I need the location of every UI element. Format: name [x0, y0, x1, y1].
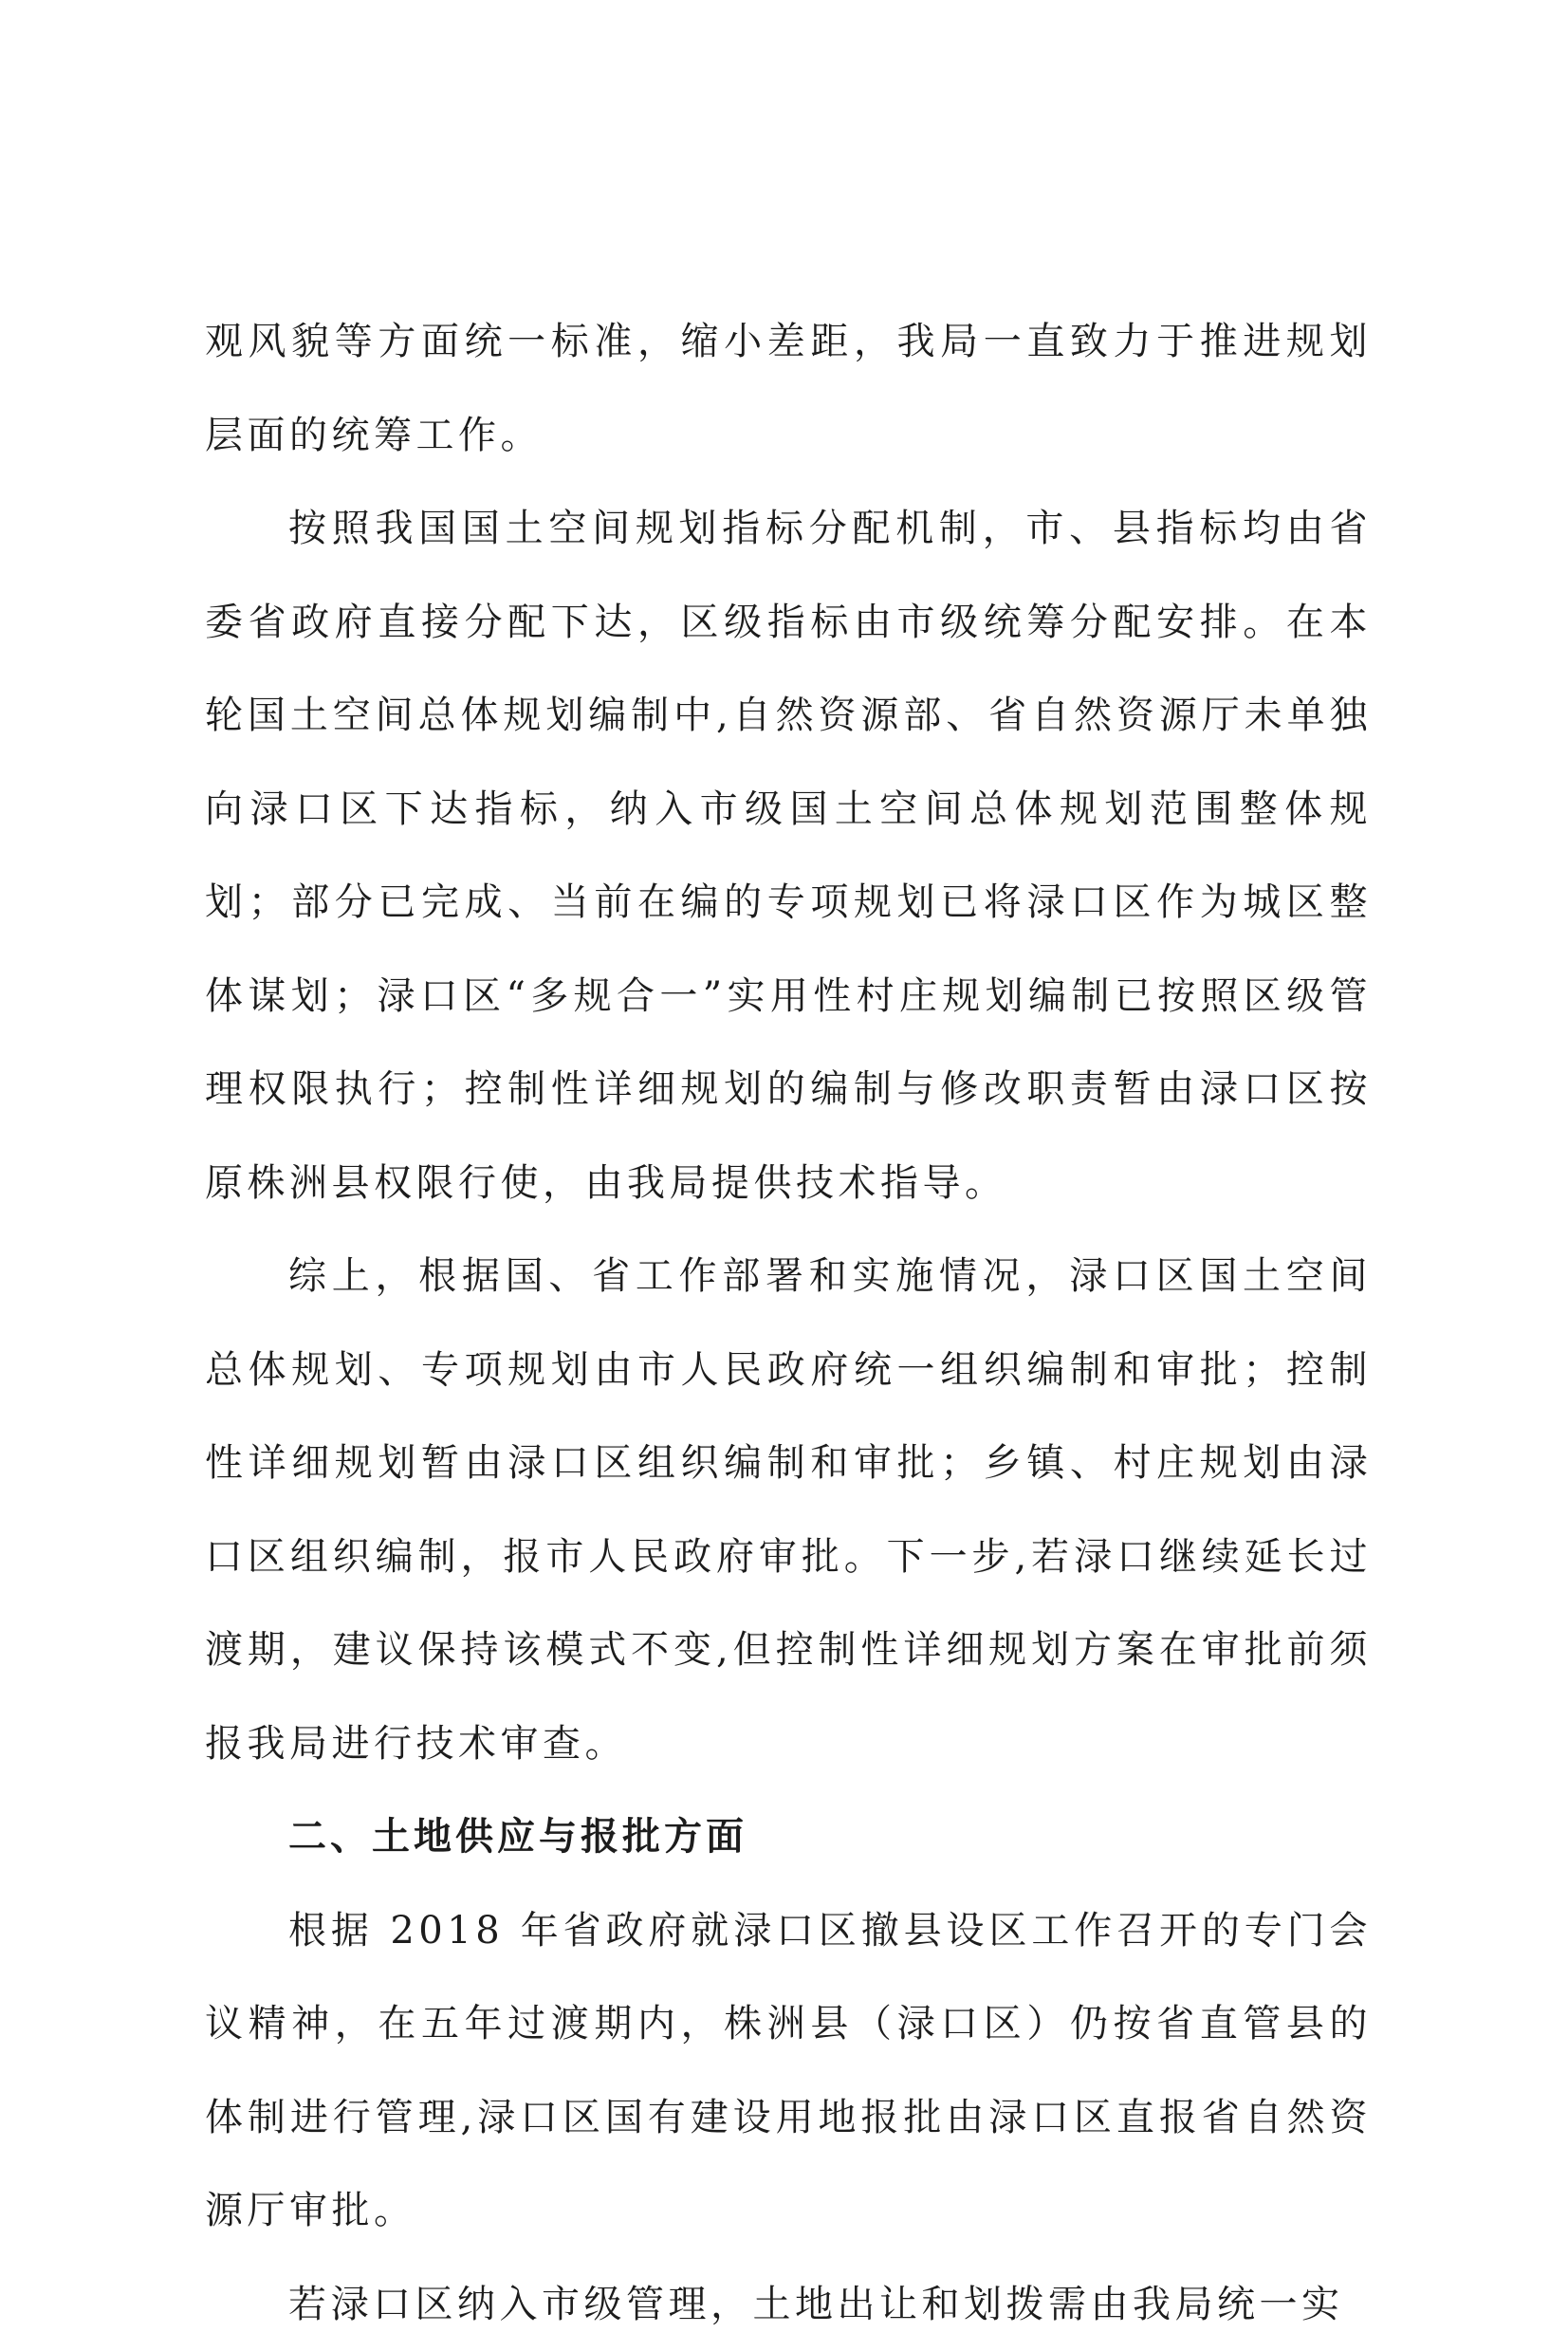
paragraph-land-approval: 根据 2018 年省政府就渌口区撤县设区工作召开的专门会议精神，在五年过渡期内，株洲县（渌口区）仍按省直管县的体制进行管理,渌口区国有建设用地报批由渌口区直报省自然资源厅审批。 — [205, 1884, 1372, 2258]
paragraph-continuation: 观风貌等方面统一标准，缩小差距，我局一直致力于推进规划层面的统筹工作。 — [205, 295, 1372, 482]
paragraph-city-management: 若渌口区纳入市级管理，土地出让和划拨需由我局统一实 — [205, 2258, 1372, 2351]
paragraph-summary: 综上，根据国、省工作部署和实施情况，渌口区国土空间总体规划、专项规划由市人民政府统一组织编制和审批；控制性详细规划暂由渌口区组织编制和审批；乡镇、村庄规划由渌口区组织编制，报市人民政府审批。下一步,若渌口继续延长过渡期，建议保持该模式不变,但控制性详细规划方案在审批前须报我局进行技术审查。 — [205, 1230, 1372, 1790]
paragraph-indicator-allocation: 按照我国国土空间规划指标分配机制，市、县指标均由省委省政府直接分配下达，区级指标由市级统筹分配安排。在本轮国土空间总体规划编制中,自然资源部、省自然资源厅未单独向渌口区下达指标，纳入市级国土空间总体规划范围整体规划；部分已完成、当前在编的专项规划已将渌口区作为城区整体谋划；渌口区“多规合一”实用性村庄规划编制已按照区级管理权限执行；控制性详细规划的编制与修改职责暂由渌口区按原株洲县权限行使，由我局提供技术指导。 — [205, 482, 1372, 1230]
document-body — [205, 295, 1372, 2351]
section-heading: 二、土地供应与报批方面 — [205, 1790, 1372, 1884]
